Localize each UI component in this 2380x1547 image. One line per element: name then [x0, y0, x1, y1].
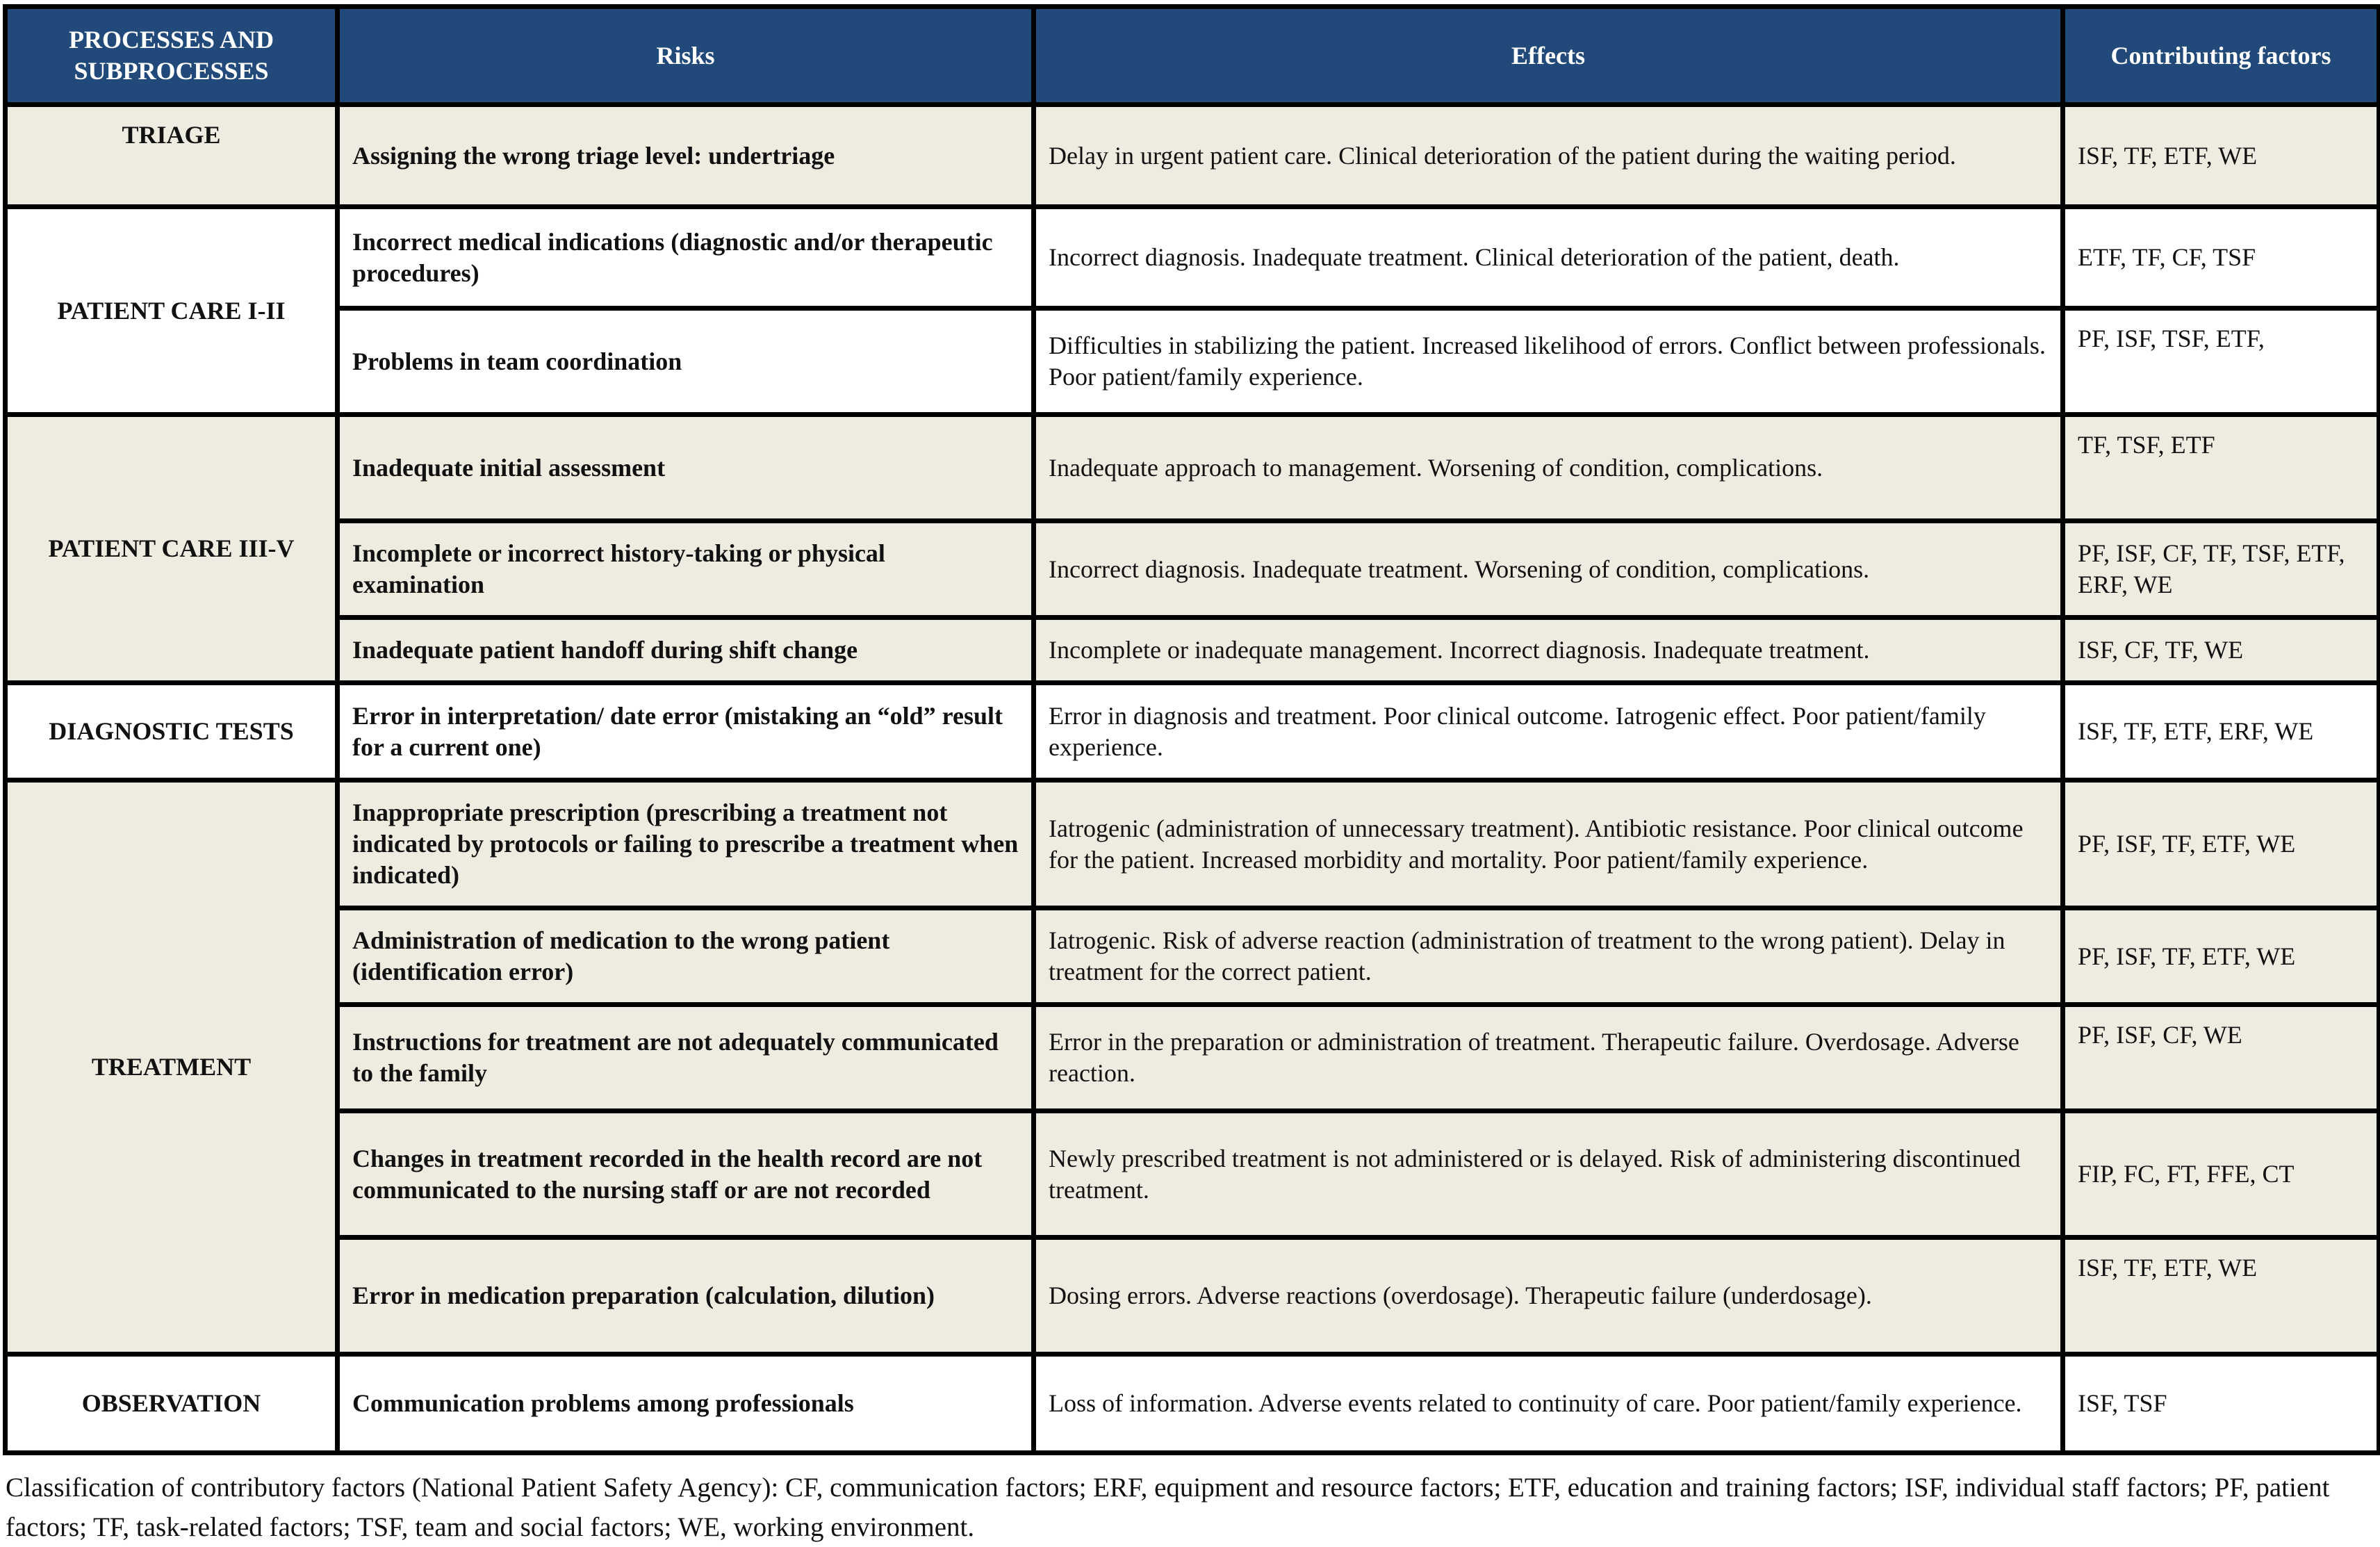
process-cell: PATIENT CARE III-V — [6, 415, 338, 683]
factors-cell: TF, TSF, ETF — [2063, 415, 2379, 521]
table-row — [6, 1111, 2379, 1238]
effect-cell: Incorrect diagnosis. Inadequate treatment. Worsening of condition, complications. — [1034, 521, 2063, 618]
factors-cell: PF, ISF, CF, WE — [2063, 1005, 2379, 1111]
factors-cell: PF, ISF, CF, TF, TSF, ETF, ERF, WE — [2063, 521, 2379, 618]
risk-cell: Assigning the wrong triage level: undertriage — [338, 105, 1034, 207]
table-row — [6, 618, 2379, 683]
effect-cell: Newly prescribed treatment is not administered or is delayed. Risk of administering discontinued treatment. — [1034, 1111, 2063, 1238]
table-row — [6, 1354, 2379, 1453]
factors-cell: ISF, TSF — [2063, 1354, 2379, 1453]
risk-table — [3, 4, 2380, 1455]
header-processes: PROCESSES AND SUBPROCESSES — [6, 7, 338, 105]
effect-cell: Loss of information. Adverse events related to continuity of care. Poor patient/family experience. — [1034, 1354, 2063, 1453]
table-row — [6, 521, 2379, 618]
risk-cell: Problems in team coordination — [338, 309, 1034, 415]
risk-cell: Incorrect medical indications (diagnostic and/or therapeutic procedures) — [338, 207, 1034, 309]
process-cell: TRIAGE — [6, 105, 338, 207]
effect-cell: Error in diagnosis and treatment. Poor clinical outcome. Iatrogenic effect. Poor patient/family experience. — [1034, 683, 2063, 780]
header-effects: Effects — [1034, 7, 2063, 105]
table-row — [6, 683, 2379, 780]
risk-cell: Error in medication preparation (calculation, dilution) — [338, 1238, 1034, 1354]
effect-cell: Iatrogenic (administration of unnecessary treatment). Antibiotic resistance. Poor clinical outcome for the patient. Increased morbidity and mortality. Poor patient/family experience. — [1034, 780, 2063, 908]
factors-cell: ISF, TF, ETF, ERF, WE — [2063, 683, 2379, 780]
process-cell: DIAGNOSTIC TESTS — [6, 683, 338, 780]
table-row — [6, 908, 2379, 1005]
factors-cell: PF, ISF, TSF, ETF, — [2063, 309, 2379, 415]
table-row — [6, 105, 2379, 207]
effect-cell: Incomplete or inadequate management. Incorrect diagnosis. Inadequate treatment. — [1034, 618, 2063, 683]
risk-cell: Inadequate patient handoff during shift change — [338, 618, 1034, 683]
factors-cell: FIP, FC, FT, FFE, CT — [2063, 1111, 2379, 1238]
factors-cell: ISF, TF, ETF, WE — [2063, 105, 2379, 207]
table-row — [6, 207, 2379, 309]
effect-cell: Dosing errors. Adverse reactions (overdosage). Therapeutic failure (underdosage). — [1034, 1238, 2063, 1354]
factors-cell: ISF, CF, TF, WE — [2063, 618, 2379, 683]
risk-cell: Error in interpretation/ date error (mistaking an “old” result for a current one) — [338, 683, 1034, 780]
footnote: Classification of contributory factors (National Patient Safety Agency): CF, communication factors; ERF, equipment and resource factors; ETF, education and training factors; ISF, individual staff factors; PF, patient factors; TF, task-related factors; TSF, team and social factors; WE, working environment. — [6, 1473, 2330, 1542]
table-row — [6, 1238, 2379, 1354]
header-risks: Risks — [338, 7, 1034, 105]
process-cell: PATIENT CARE I-II — [6, 207, 338, 415]
header-factors: Contributing factors — [2063, 7, 2379, 105]
table-header-row — [6, 7, 2379, 105]
effect-cell: Incorrect diagnosis. Inadequate treatment. Clinical deterioration of the patient, death. — [1034, 207, 2063, 309]
table-row — [6, 1005, 2379, 1111]
factors-cell: PF, ISF, TF, ETF, WE — [2063, 908, 2379, 1005]
risk-cell: Administration of medication to the wrong patient (identification error) — [338, 908, 1034, 1005]
factors-cell: ETF, TF, CF, TSF — [2063, 207, 2379, 309]
risk-cell: Inappropriate prescription (prescribing a treatment not indicated by protocols or failing to prescribe a treatment when indicated) — [338, 780, 1034, 908]
effect-cell: Difficulties in stabilizing the patient. Increased likelihood of errors. Conflict between professionals. Poor patient/family experience. — [1034, 309, 2063, 415]
factors-cell: ISF, TF, ETF, WE — [2063, 1238, 2379, 1354]
risk-cell: Changes in treatment recorded in the health record are not communicated to the nursing staff or are not recorded — [338, 1111, 1034, 1238]
effect-cell: Iatrogenic. Risk of adverse reaction (administration of treatment to the wrong patient). Delay in treatment for the correct patient. — [1034, 908, 2063, 1005]
table-row — [6, 780, 2379, 908]
risk-cell: Inadequate initial assessment — [338, 415, 1034, 521]
effect-cell: Error in the preparation or administration of treatment. Therapeutic failure. Overdosage. Adverse reaction. — [1034, 1005, 2063, 1111]
table-row — [6, 415, 2379, 521]
risk-cell: Communication problems among professionals — [338, 1354, 1034, 1453]
risk-cell: Instructions for treatment are not adequately communicated to the family — [338, 1005, 1034, 1111]
effect-cell: Delay in urgent patient care. Clinical deterioration of the patient during the waiting period. — [1034, 105, 2063, 207]
factors-cell: PF, ISF, TF, ETF, WE — [2063, 780, 2379, 908]
process-cell: TREATMENT — [6, 780, 338, 1354]
table-row — [6, 309, 2379, 415]
risk-cell: Incomplete or incorrect history-taking or physical examination — [338, 521, 1034, 618]
process-cell: OBSERVATION — [6, 1354, 338, 1453]
effect-cell: Inadequate approach to management. Worsening of condition, complications. — [1034, 415, 2063, 521]
